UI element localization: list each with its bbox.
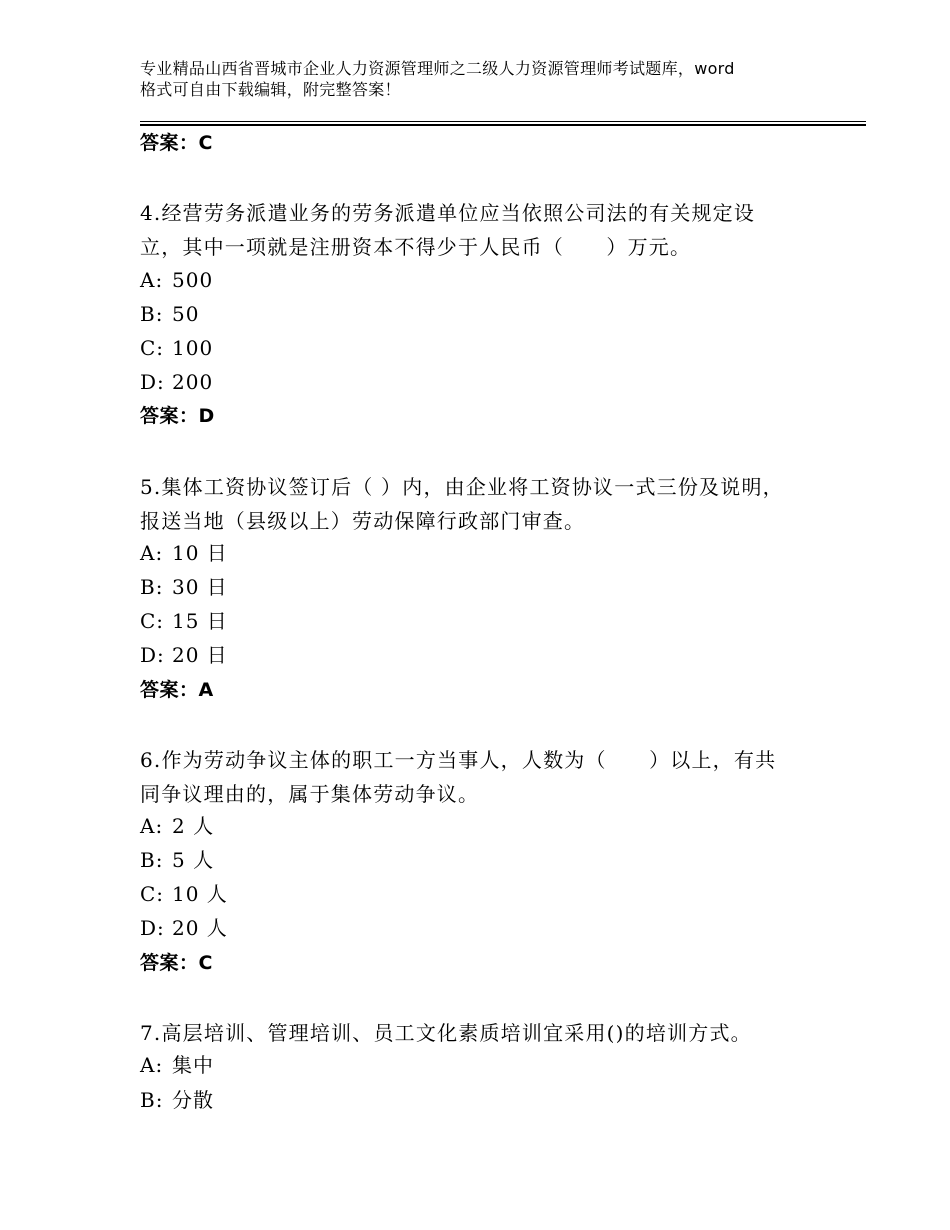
option-value: 50 [172, 302, 200, 326]
question-6-line-2: 同争议理由的，属于集体劳动争议。 [140, 782, 480, 806]
option-value: 15 日 [172, 609, 228, 633]
header-divider-thick [140, 124, 866, 126]
option-value: 10 人 [172, 882, 228, 906]
question-5-option-b [140, 574, 228, 600]
question-5-option-d [140, 642, 228, 668]
option-label: D: [140, 643, 165, 667]
question-5-option-a [140, 540, 228, 566]
option-label: B: [140, 302, 164, 326]
option-label: A: [140, 541, 164, 565]
option-label: C: [140, 609, 165, 633]
question-4-option-d [140, 369, 213, 395]
answer-q3: 答案：C [140, 132, 213, 154]
question-4-line-1: 4.经营劳务派遣业务的劳务派遣单位应当依照公司法的有关规定设 [140, 201, 756, 225]
question-4-option-b [140, 301, 199, 327]
option-label: A: [140, 268, 164, 292]
answer-q4: 答案：D [140, 405, 215, 427]
option-label: A: [140, 1053, 164, 1077]
option-label: D: [140, 916, 165, 940]
question-6-option-b [140, 847, 214, 873]
option-label: C: [140, 882, 165, 906]
option-value: 5 人 [172, 848, 215, 872]
header-line-1: 专业精品山西省晋城市企业人力资源管理师之二级人力资源管理师考试题库，word [140, 59, 735, 78]
question-6-option-d [140, 915, 228, 941]
question-4-option-a [140, 267, 213, 293]
option-label: D: [140, 370, 165, 394]
question-7-text [140, 1016, 800, 1050]
option-value: 2 人 [172, 814, 215, 838]
header-divider-thin [140, 121, 866, 122]
option-label: B: [140, 848, 164, 872]
question-5-line-2: 报送当地（县级以上）劳动保障行政部门审查。 [140, 509, 586, 533]
option-value: 20 人 [172, 916, 228, 940]
question-5-line-1: 5.集体工资协议签订后（ ）内，由企业将工资协议一式三份及说明， [140, 475, 784, 499]
option-label: C: [140, 336, 165, 360]
question-5-text [140, 470, 800, 538]
question-6-line-1: 6.作为劳动争议主体的职工一方当事人，人数为（ ）以上，有共 [140, 748, 777, 772]
option-label: B: [140, 1088, 164, 1112]
question-6-text [140, 743, 800, 811]
option-value: 集中 [172, 1053, 214, 1077]
option-value: 30 日 [172, 575, 228, 599]
question-4-text [140, 196, 800, 264]
option-label: B: [140, 575, 164, 599]
answer-q5: 答案：A [140, 679, 214, 701]
question-5-option-c [140, 608, 228, 634]
option-value: 分散 [172, 1088, 214, 1112]
answer-q6: 答案：C [140, 952, 213, 974]
question-7-option-b [140, 1087, 214, 1113]
question-6-option-c [140, 881, 228, 907]
option-label: A: [140, 814, 164, 838]
option-value: 10 日 [172, 541, 228, 565]
header-line-2: 格式可自由下载编辑，附完整答案！ [140, 80, 401, 99]
question-7-option-a [140, 1052, 214, 1078]
document-header [140, 58, 840, 100]
question-6-option-a [140, 813, 214, 839]
question-7-line-1: 7.高层培训、管理培训、员工文化素质培训宜采用()的培训方式。 [140, 1021, 752, 1045]
option-value: 200 [172, 370, 214, 394]
question-4-option-c [140, 335, 213, 361]
option-value: 500 [172, 268, 214, 292]
option-value: 20 日 [172, 643, 228, 667]
question-4-line-2: 立，其中一项就是注册资本不得少于人民币（ ）万元。 [140, 235, 692, 259]
option-value: 100 [172, 336, 214, 360]
